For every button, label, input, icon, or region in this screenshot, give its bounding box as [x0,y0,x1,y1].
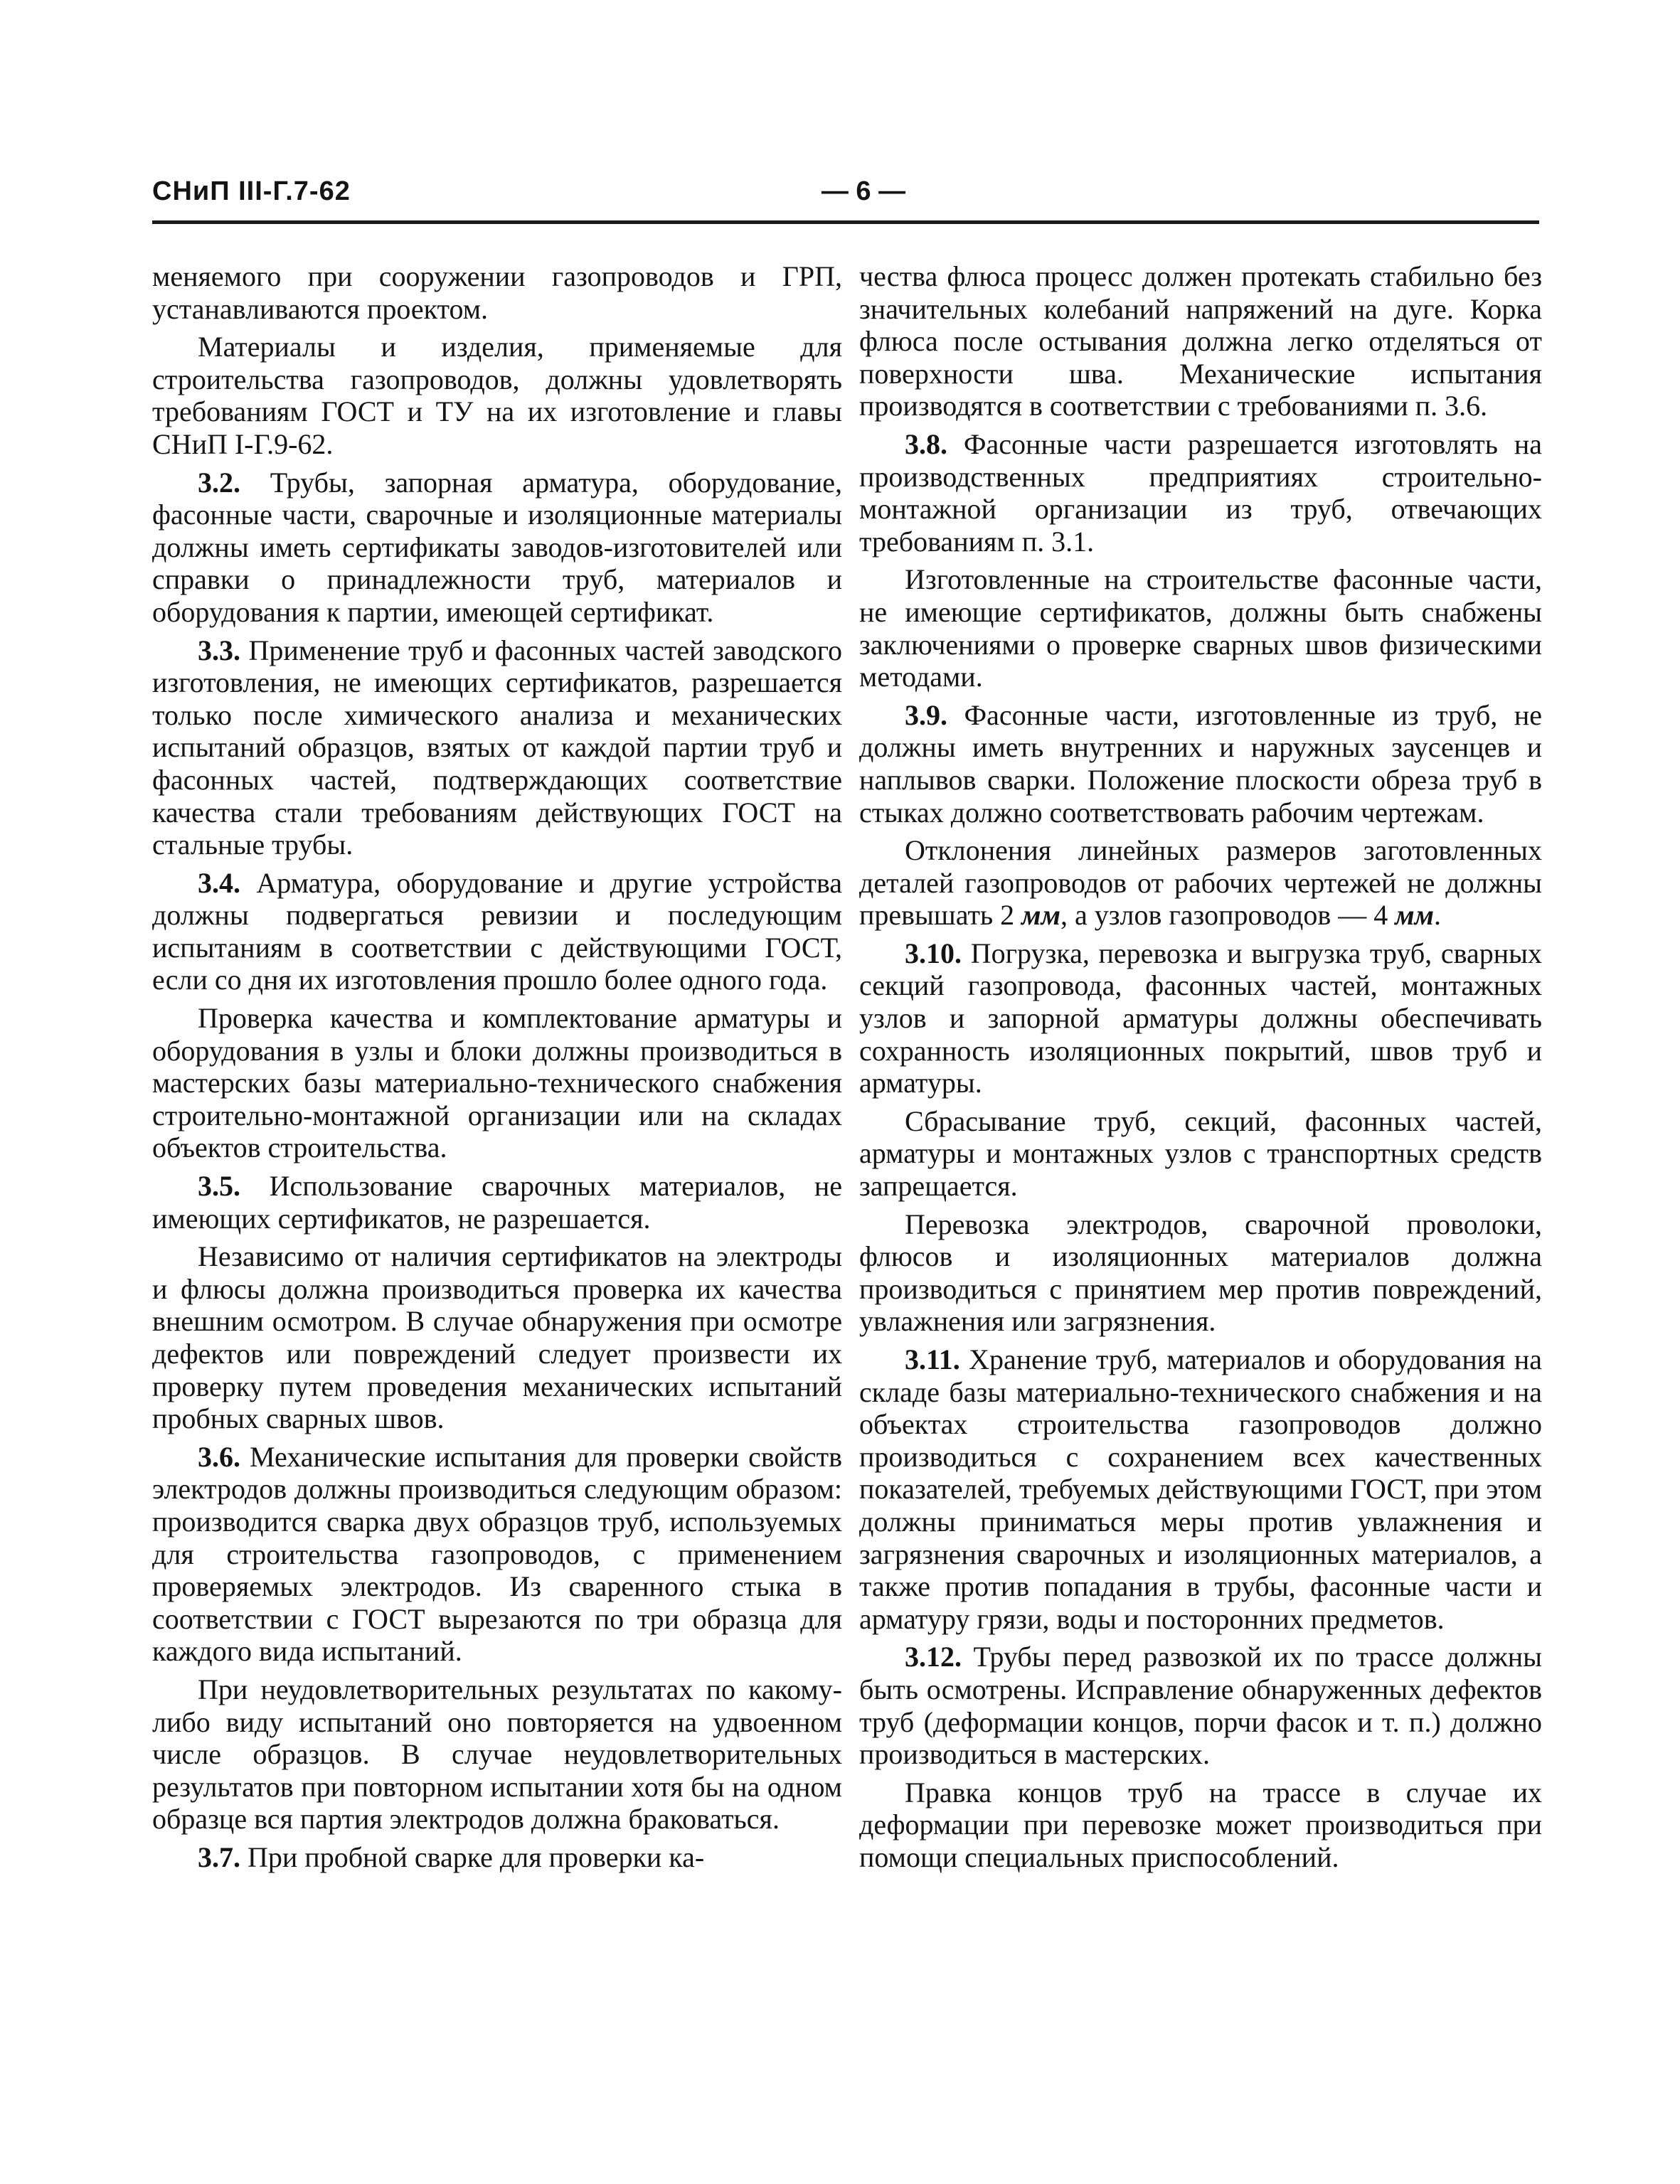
paragraph-number: 3.10. [905,937,962,969]
paragraph-number: 3.6. [198,1440,240,1473]
paragraph-number: 3.2. [198,466,240,499]
paragraph-3-5: 3.5. Использование сварочных материалов, не имеющих сертификатов, не разрешается. [152,1170,842,1235]
paragraph-3-2: 3.2. Трубы, запорная арматура, оборудование, фасонные части, сварочные и изоляционные материалы должны иметь сертификаты заводов-изготовителей или справки о принадлежности труб, материалов и оборудования к партии, имеющей сертификат. [152,466,842,628]
paragraph: чества флюса процесс должен протекать стабильно без значительных колебаний напряжений на дуге. Корка флюса после остывания должна легко отделяться от поверхности шва. Механические испытания производятся в соответствии с требованиями п. 3.6. [859,260,1542,422]
paragraph-3-4: 3.4. Арматура, оборудование и другие устройства должны подвергаться ревизии и последующим испытаниям в соответствии с действующими ГОСТ, если со дня их изготовления прошло более одного года. [152,866,842,996]
paragraph: Правка концов труб на трассе в случае их деформации при перевозке может производиться при помощи специальных приспособлений. [859,1776,1542,1873]
right-column [859,260,1542,1880]
paragraph-3-9: 3.9. Фасонные части, изготовленные из труб, не должны иметь внутренних и наружных заусенцев и наплывов сварки. Положение плоскости обреза труб в стыках должно соответствовать рабочим чертежам. [859,698,1543,829]
paragraph-number: 3.8. [905,427,947,460]
paragraph-3-7: 3.7. При пробной сварке для проверки ка- [198,1841,705,1873]
paragraph: Перевозка электродов, сварочной проволоки, флюсов и изоляционных материалов должна производиться с принятием мер против повреждений, увлажнения или загрязнения. [859,1208,1542,1338]
paragraph: Сбрасывание труб, секций, фасонных частей, арматуры и монтажных узлов с транспортных средств запрещается. [859,1104,1542,1203]
unit-mm: мм [1021,899,1060,932]
paragraph-number: 3.12. [905,1641,962,1673]
paragraph: Материалы и изделия, применяемые для строительства газопроводов, должны удовлетворять требованиям ГОСТ и ТУ на их изготовление и главы СНиП I-Г.9-62. [152,331,842,460]
paragraph-number: 3.3. [198,634,240,666]
paragraph: Проверка качества и комплектование арматуры и оборудования в узлы и блоки должны производиться в мастерских базы материально-технического снабжения строительно-монтажной организации или на складах объектов строительства. [152,1002,842,1164]
page-number: — 6 — [821,176,906,206]
paragraph-3-6: 3.6. Механические испытания для проверки свойств электродов должны производиться следующим образом: производится сварка двух образцов труб, используемых для строительства газопроводов, с применением проверяемых электродов. Из сваренного стыка в соответствии с ГОСТ вырезаются по три образца для каждого вида испытаний. [152,1440,842,1668]
paragraph-3-11: 3.11. Хранение труб, материалов и оборудования на складе базы материально-технического снабжения и на объектах строительства газопроводов должно производиться с сохранением всех качественных показателей, требуемых действующими ГОСТ, при этом должны приниматься меры против увлажнения и загрязнения сварочных и изоляционных материалов, а также против попадания в трубы, фасонные части и арматуру грязи, воды и посторонних предметов. [859,1343,1543,1635]
document-code: СНиП III-Г.7-62 [152,176,351,206]
paragraph-3-3: 3.3. Применение труб и фасонных частей заводского изготовления, не имеющих сертификатов, разрешается только после химического анализа и механических испытаний образцов, взятых от каждой партии труб и фасонных частей, подтверждающих соответствие качества стали требованиям действующих ГОСТ на стальные трубы. [152,634,843,861]
paragraph-number: 3.5. [198,1170,240,1203]
paragraph-3-12: 3.12. Трубы перед развозкой их по трассе должны быть осмотрены. Исправление обнаруженных дефектов труб (деформации концов, порчи фасок и т. п.) должно производиться в мастерских. [859,1641,1543,1771]
paragraph-3-8: 3.8. Фасонные части разрешается изготовлять на производственных предприятиях строительно-монтажной организации из труб, отвечающих требованиям п. 3.1. [859,427,1543,558]
paragraph-number: 3.9. [905,698,947,731]
paragraph: меняемого при сооружении газопроводов и ГРП, устанавливаются проектом. [152,260,842,325]
paragraph: Отклонения линейных размеров заготовленных деталей газопроводов от рабочих чертежей не должны превышать 2 мм, а узлов газопроводов — 4 мм. [859,834,1542,932]
header-divider [152,220,1539,224]
left-column [152,260,842,1880]
paragraph: Изготовленные на строительстве фасонные части, не имеющие сертификатов, должны быть снабжены заключениями о проверке сварных швов физическими методами. [859,563,1542,693]
paragraph-number: 3.7. [198,1841,240,1873]
paragraph-number: 3.11. [905,1343,960,1375]
unit-mm: мм [1395,899,1435,932]
paragraph-3-10: 3.10. Погрузка, перевозка и выгрузка труб, сварных секций газопровода, фасонных частей, монтажных узлов и запорной арматуры должны обеспечивать сохранность изоляционных покрытий, швов труб и арматуры. [859,937,1543,1099]
paragraph: Независимо от наличия сертификатов на электроды и флюсы должна производиться проверка их качества внешним осмотром. В случае обнаружения при осмотре дефектов или повреждений следует произвести их проверку путем проведения механических испытаний пробных сварных швов. [152,1240,842,1435]
page-header [152,176,1539,219]
paragraph-number: 3.4. [198,866,240,899]
paragraph: При неудовлетворительных результатах по какому-либо виду испытаний оно повторяется на удвоенном числе образцов. В случае неудовлетворительных результатов при повторном испытании хотя бы на одном образце вся партия электродов должна браковаться. [152,1673,842,1836]
